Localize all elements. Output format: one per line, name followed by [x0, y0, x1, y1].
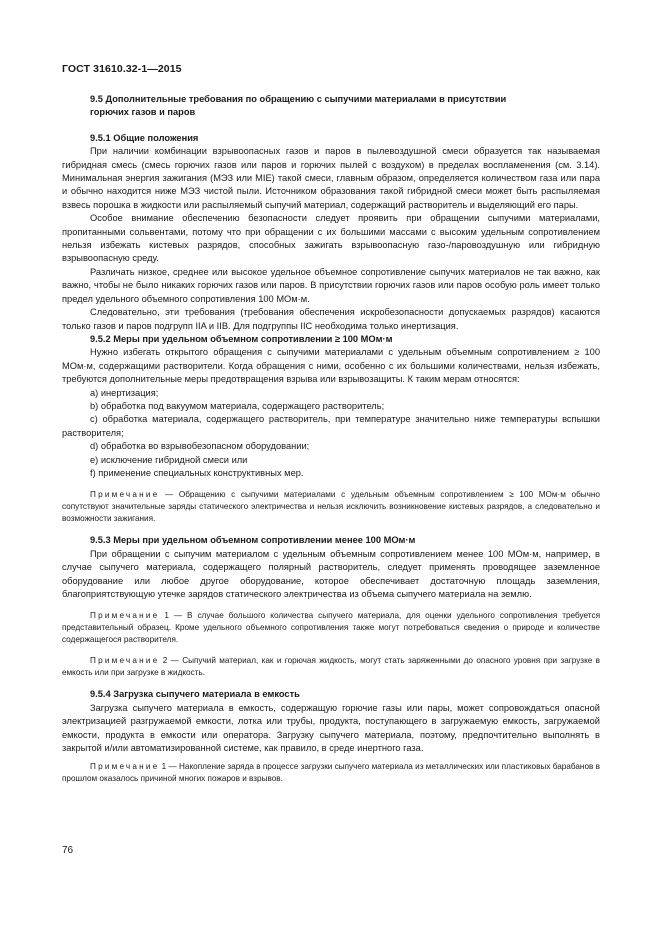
note-label: Примечание [90, 656, 160, 666]
paragraph: Следовательно, эти требования (требования обеспечения искробезопасности допускаемых разрядов) касаются только газов и паров подгрупп IIA и IIB. Для подгруппы IIC необходима только инертизация. [62, 307, 600, 331]
section-9-5-4-title: 9.5.4 Загрузка сыпучего материала в емкость [90, 689, 300, 700]
document-id-header: ГОСТ 31610.32-1—2015 [62, 63, 182, 75]
section-9-5-title-line2: горючих газов и паров [90, 107, 196, 118]
note-text: — Обращению с сыпучими материалами с удельным объемным сопротивлением ≥ 100 МОм·м обычно сопутствуют значительные заряды статического электричества и нельзя исключить возникновение кистевых разрядов, а следовательно и возможности зажигания. [62, 490, 600, 524]
list-item: c) обработка материала, содержащего растворитель, при температуре значительно ниже температуры вспышки растворителя; [62, 414, 600, 438]
section-9-5-2-title: 9.5.2 Меры при удельном объемном сопротивлении ≥ 100 МОм·м [90, 333, 393, 344]
list-item: а) инертизация; [90, 387, 159, 398]
section-9-5-title-line1: 9.5 Дополнительные требования по обращению с сыпучими материалами в присутствии [90, 94, 507, 104]
section-9-5-1-title: 9.5.1 Общие положения [90, 132, 199, 143]
page-content [62, 93, 600, 785]
list-item: b) обработка под вакуумом материала, содержащего растворитель; [90, 400, 385, 411]
note-text: 1 — Накопление заряда в процессе загрузки сыпучего материала из металлических или пластиковых барабанов в прошлом оказалось причиной многих пожаров и взрывов. [62, 762, 600, 784]
note [62, 610, 600, 646]
section-9-5-3-title: 9.5.3 Меры при удельном объемном сопротивлении менее 100 МОм·м [90, 535, 416, 546]
note [62, 655, 600, 679]
note [62, 489, 600, 525]
note-label: Примечание [90, 490, 160, 500]
paragraph: При наличии комбинации взрывоопасных газов и паров в пылевоздушной смеси образуется так называемая гибридная смесь (смесь горючих газов или паров и горючих пылей с воздухом) в пределах воспламенения (см. 3.14). Минимальная энергия зажигания (МЭЗ или MIE) такой смеси, главным образом, определяется количеством газа или пара и обычно находится ниже МЭЗ чистой пыли. Источником образования такой гибридной смеси может быть распыляемая взвесь порошка в жидкости или распыляемый сыпучий материал, содержащий растворитель и выделяющий его пары. [62, 146, 600, 210]
note-text: 2 — Сыпучий материал, как и горючая жидкость, могут стать заряженными до опасного уровня при загрузке в емкость или при загрузке в жидкость. [62, 656, 600, 678]
note-label: Примечание [90, 762, 160, 772]
page-number: 76 [62, 845, 74, 856]
paragraph: Особое внимание обеспечению безопасности следует проявить при обращении сыпучими материалами, пропитанными сольвентами, потому что при обращении с их большими массами с высоким удельным сопротивлением нельзя избежать кистевых разрядов, способных зажигать взрывоопасную газо-/паровоздушную или гибридную взрывоопасную среду. [62, 213, 600, 264]
paragraph: Загрузка сыпучего материала в емкость, содержащую горючие газы или пары, может сопровождаться опасной электризацией разгружаемой емкости, лотка или трубы, продукта, поступающего в загружаемую емкость, загружаемой емкости, продукта в емкости или оператора. Загрузку сыпучего материала, поэтому, предпочтительно выполнять в закрытой и/или автоматизированной системе, как правило, в среде инертного газа. [62, 702, 600, 754]
paragraph: Нужно избегать открытого обращения с сыпучими материалами с удельным объемным сопротивлением ≥ 100 МОм·м, содержащими растворители. Когда обращения с ними, особенно с их большими количествами, нельзя избежать, требуются дополнительные меры предотвращения взрыва или взрывозащиты. К таким мерам относятся: [62, 347, 600, 385]
paragraph: Различать низкое, среднее или высокое удельное объемное сопротивление сыпучих материалов не так важно, как важно, чтобы не было никаких горючих газов или паров. В присутствии горючих газов или паров особую роль имеет только предел удельного объемного сопротивления 100 МОм·м. [62, 266, 600, 304]
note-text: 1 — В случае большого количества сыпучего материала, для оценки удельного сопротивления требуется представительный образец. Кроме удельного объемного сопротивления также могут потребоваться сведения о природе и количестве содержащегося растворителя. [62, 611, 600, 645]
note [62, 761, 600, 785]
note-label: Примечание [90, 611, 160, 621]
list-item: f) применение специальных конструктивных мер. [90, 467, 304, 478]
list-item: e) исключение гибридной смеси или [90, 454, 248, 465]
list-item: d) обработка во взрывобезопасном оборудовании; [90, 441, 310, 452]
paragraph: При обращении с сыпучим материалом с удельным объемным сопротивлением менее 100 МОм·м, например, в случае сыпучего материала, содержащего полярный растворитель, следует применять проводящее заземленное оборудование или любое другое оборудование, которое обеспечивает достаточную площадь заземления, благоприятствующую утечке зарядов статического электричества из объема сыпучего материала на землю. [62, 548, 600, 599]
